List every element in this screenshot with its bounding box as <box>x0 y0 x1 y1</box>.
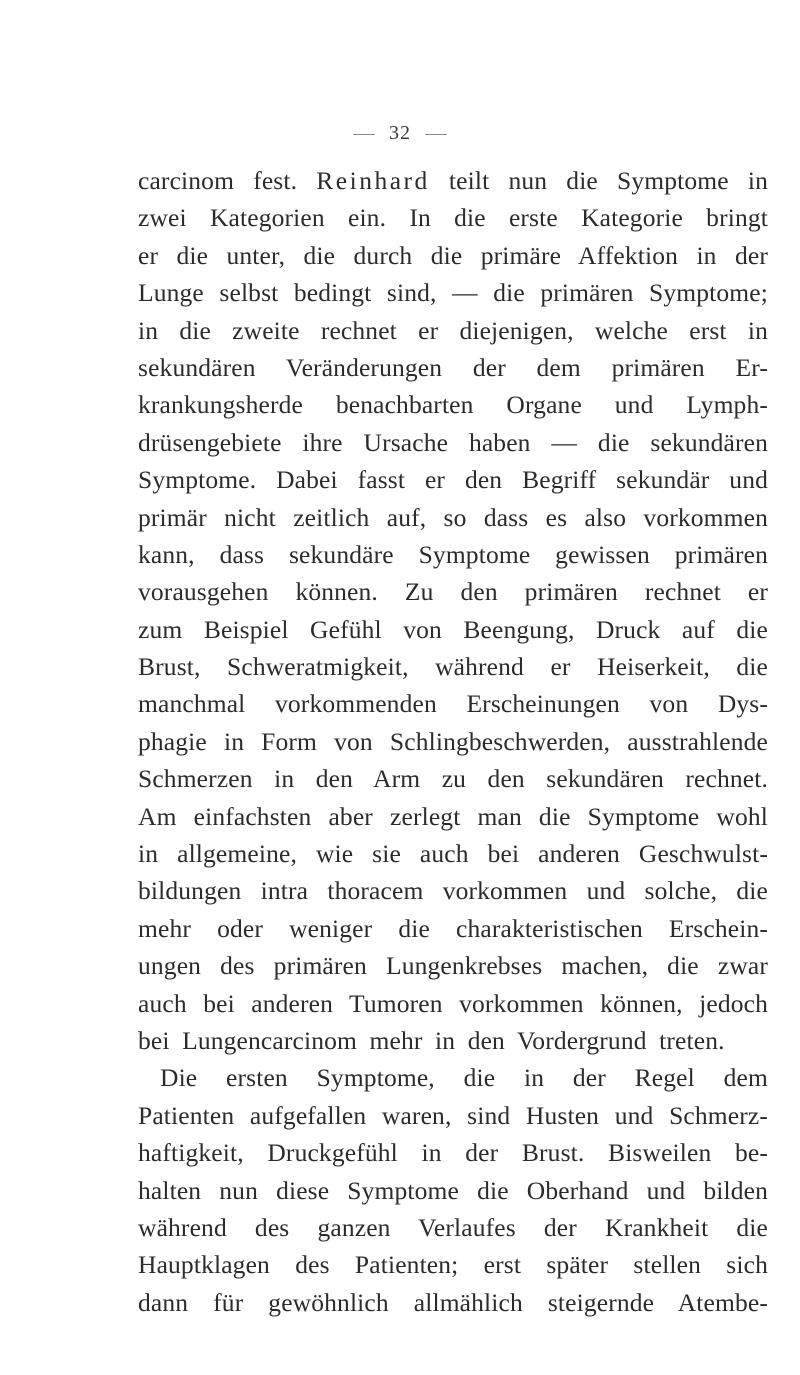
text-line: carcinom fest. Reinhard teilt nun die Symptome in <box>138 166 768 195</box>
text-line: während des ganzen Verlaufes der Krankheit die <box>138 1212 768 1242</box>
page-number-text: 32 <box>389 122 411 144</box>
text-line: sekundären Veränderungen der dem primären Er- <box>138 352 768 382</box>
text-line: zum Beispiel Gefühl von Beengung, Druck auf die <box>138 614 768 644</box>
page-number <box>0 122 800 145</box>
text-line: zwei Kategorien ein. In die erste Kategorie bringt <box>138 203 768 233</box>
text-line: Lunge selbst bedingt sind, — die primären Symptome; <box>138 278 768 308</box>
text-line: Schmerzen in den Arm zu den sekundären rechnet. <box>138 764 768 794</box>
text-line: mehr oder weniger die charakteristischen Erschein- <box>138 913 768 943</box>
paragraph-start-line: Die ersten Symptome, die in der Regel dem <box>160 1063 768 1093</box>
text-line: vorausgehen können. Zu den primären rechnet er <box>138 577 768 607</box>
text-line: Hauptklagen des Patienten; erst später stellen sich <box>138 1250 768 1280</box>
text-line: Brust, Schweratmigkeit, während er Heiserkeit, die <box>138 652 768 682</box>
author-name: Reinhard <box>316 166 430 195</box>
text-line: auch bei anderen Tumoren vorkommen können, jedoch <box>138 988 768 1018</box>
text-line: dann für gewöhnlich allmählich steigernde Atembe- <box>138 1287 768 1317</box>
text-line: in allgemeine, wie sie auch bei anderen Geschwulst- <box>138 839 768 869</box>
text-line: krankungsherde benachbarten Organe und Lymph- <box>138 390 768 420</box>
text-line: bei Lungencarcinom mehr in den Vordergrund treten. <box>138 1025 725 1055</box>
text-line: manchmal vorkommenden Erscheinungen von Dys- <box>138 689 768 719</box>
text-line: in die zweite rechnet er diejenigen, welche erst in <box>138 315 768 345</box>
text-line: primär nicht zeitlich auf, so dass es also vorkommen <box>138 502 768 532</box>
text-line: er die unter, die durch die primäre Affektion in der <box>138 240 768 270</box>
text-line: halten nun diese Symptome die Oberhand und bilden <box>138 1175 768 1205</box>
text-line: bildungen intra thoracem vorkommen und solche, die <box>138 876 768 906</box>
text-line: drüsengebiete ihre Ursache haben — die sekundären <box>138 427 768 457</box>
text-line: ungen des primären Lungenkrebses machen, die zwar <box>138 951 768 981</box>
text-line: haftigkeit, Druckgefühl in der Brust. Bisweilen be- <box>138 1138 768 1168</box>
text-line: Am einfachsten aber zerlegt man die Symptome wohl <box>138 801 768 831</box>
left-dash-ornament <box>353 134 375 135</box>
right-dash-ornament <box>425 134 447 135</box>
body-text <box>138 162 768 1321</box>
text-line: phagie in Form von Schlingbeschwerden, ausstrahlende <box>138 726 768 756</box>
text-line: kann, dass sekundäre Symptome gewissen primären <box>138 539 768 569</box>
text-line: Patienten aufgefallen waren, sind Husten und Schmerz- <box>138 1100 768 1130</box>
text-line: Symptome. Dabei fasst er den Begriff sekundär und <box>138 465 768 495</box>
